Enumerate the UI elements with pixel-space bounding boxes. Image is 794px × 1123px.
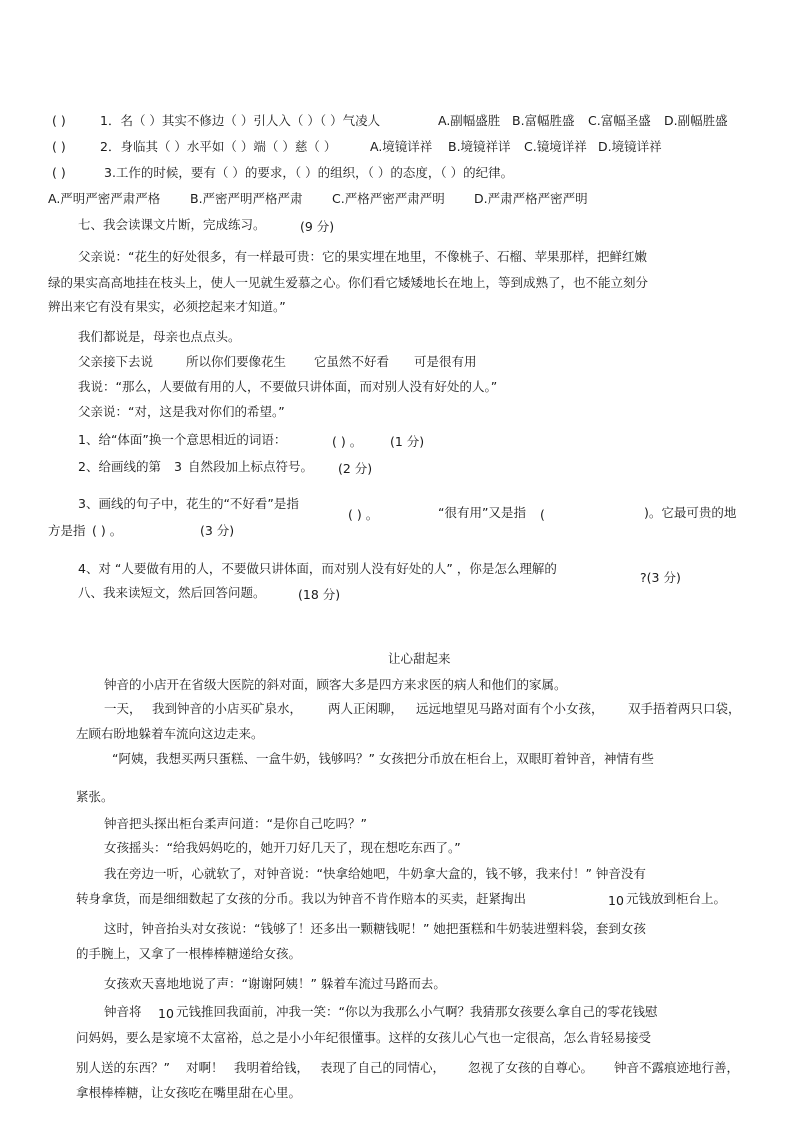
q7-3-line2: 方是指 bbox=[48, 523, 86, 538]
story-p9g: 表现了自己的同情心， bbox=[320, 1060, 446, 1075]
q7-3-blank1: ( ) 。 bbox=[348, 507, 379, 522]
q3-opt-d: D.严肃严格严密严明 bbox=[474, 191, 588, 206]
story-p8: 女孩欢天喜地地说了声：“谢谢阿姨！” 躲着车流过马路而去。 bbox=[104, 976, 446, 991]
q2-text: 2．身临其（ ）水平如（ ）端（ ）慈（ ） bbox=[100, 139, 337, 154]
q2-opt-d: D.境镜详祥 bbox=[598, 139, 662, 154]
dialog-line-2a: 父亲接下去说 bbox=[78, 354, 154, 369]
dialog-line-4: 父亲说：“对，这是我对你们的希望。” bbox=[78, 404, 285, 419]
q3-opt-b: B.严密严明严格严肃 bbox=[190, 191, 303, 206]
passage-line-2: 绿的果实高高地挂在枝头上，使人一见就生爱慕之心。你们看它矮矮地长在地上，等到成熟了，也不能立刻分 bbox=[48, 275, 649, 290]
section-7-title: 七、我会读课文片断，完成练习。 bbox=[78, 217, 266, 232]
story-p3: “阿姨，我想买两只蛋糕、一盒牛奶，钱够吗？” 女孩把分币放在柜台上，双眼盯着钟音，神情有些 bbox=[112, 751, 654, 766]
dialog-line-2c: 它虽然不好看 bbox=[314, 354, 390, 369]
q7-2: 2、给画线的第 bbox=[78, 459, 161, 474]
q1-paren: ( ) bbox=[52, 113, 66, 128]
q7-1-blank: ( ) 。 bbox=[332, 434, 363, 449]
passage-line-1: 父亲说：“花生的好处很多，有一样最可贵：它的果实埋在地里，不像桃子、石榴、苹果那样，把鲜红嫩 bbox=[78, 249, 647, 264]
story-p9e: 对啊！ bbox=[186, 1060, 224, 1075]
story-p6: 我在旁边一听，心就软了，对钟音说：“快拿给她吧，牛奶拿大盒的，钱不够，我来付！” 钟音没有 bbox=[104, 866, 646, 881]
q3-paren: ( ) bbox=[52, 165, 66, 180]
q7-3-end: )。它最可贵的地 bbox=[644, 505, 737, 520]
q3-opt-a: A.严明严密严肃严格 bbox=[48, 191, 161, 206]
section-7-score: (9 分) bbox=[300, 219, 335, 234]
story-p2d: 远远地望见马路对面有个小女孩， bbox=[416, 701, 604, 716]
story-p7b: 的手腕上，又拿了一根棒棒糖递给女孩。 bbox=[76, 946, 302, 961]
q3-text: 3.工作的时候，要有（ ）的要求，（ ）的组织，（ ）的态度，（ ）的纪律。 bbox=[104, 165, 514, 180]
story-p2c: 两人正闲聊， bbox=[328, 701, 404, 716]
q1-opt-d: D.副幅胜盛 bbox=[664, 113, 728, 128]
q7-4: 4、对 “人要做有用的人，不要做只讲体面，而对别人没有好处的人” ，你是怎么理解的 bbox=[78, 561, 557, 576]
story-p9j: 拿根棒棒糖，让女孩吃在嘴里甜在心里。 bbox=[76, 1085, 302, 1100]
story-p2f: 左顾右盼地躲着车流向这边走来。 bbox=[76, 726, 264, 741]
story-p9h: 忽视了女孩的自尊心。 bbox=[468, 1060, 594, 1075]
q7-3-blank3: ( ) 。 bbox=[92, 523, 123, 538]
story-p7: 这时，钟音抬头对女孩说：“钱够了！还多出一颗糖钱呢！” 她把蛋糕和牛奶装进塑料袋，套到女孩 bbox=[104, 921, 646, 936]
q2-opt-a: A.境镜详祥 bbox=[370, 139, 433, 154]
q2-opt-c: C.镜境详祥 bbox=[524, 139, 587, 154]
q7-3: 3、画线的句子中，花生的“不好看”是指 bbox=[78, 496, 299, 511]
story-p2b: 我到钟音的小店买矿泉水， bbox=[152, 701, 303, 716]
story-p2a: 一天， bbox=[104, 701, 142, 716]
story-p1: 钟音的小店开在省级大医院的斜对面，顾客大多是四方来求医的病人和他们的家属。 bbox=[104, 677, 567, 692]
q1-opt-a: A.副幅盛胜 bbox=[438, 113, 501, 128]
story-p4: 钟音把头探出柜台柔声问道：“是你自己吃吗？” bbox=[104, 816, 367, 831]
story-p9-num: 10 bbox=[158, 1006, 174, 1021]
q7-4-score: ?(3 分) bbox=[640, 570, 681, 585]
q1-text: 1．名（ ）其实不修边（ ）引人入（ ）（ ）气凌人 bbox=[100, 113, 381, 128]
q1-opt-c: C.富幅圣盛 bbox=[588, 113, 651, 128]
section-8-score: (18 分) bbox=[298, 587, 341, 602]
q7-1: 1、给“体面”换一个意思相近的词语： bbox=[78, 432, 287, 447]
dialog-line-2d: 可是很有用 bbox=[414, 354, 477, 369]
q3-opt-c: C.严格严密严肃严明 bbox=[332, 191, 445, 206]
story-p6c: 元钱放到柜台上。 bbox=[626, 891, 727, 906]
story-p3b: 紧张。 bbox=[76, 789, 114, 804]
q1-opt-b: B.富幅胜盛 bbox=[512, 113, 575, 128]
passage-line-3: 辨出来它有没有果实，必须挖起来才知道。” bbox=[48, 299, 286, 314]
story-p9f: 我明着给钱， bbox=[234, 1060, 310, 1075]
section-8-title: 八、我来读短文，然后回答问题。 bbox=[78, 585, 266, 600]
story-p9d: 别人送的东西？” bbox=[76, 1060, 170, 1075]
q7-2-score: (2 分) bbox=[338, 461, 373, 476]
story-p6b: 转身拿货，而是细细数起了女孩的分币。我以为钟音不肯作赔本的买卖，赶紧掏出 bbox=[76, 891, 527, 906]
q2-paren: ( ) bbox=[52, 139, 66, 154]
story-p9c: 问妈妈，要么是家境不太富裕，总之是小小年纪很懂事。这样的女孩儿心气也一定很高，怎么肯轻易接受 bbox=[76, 1030, 652, 1045]
story-p5: 女孩摇头：“给我妈妈吃的，她开刀好几天了，现在想吃东西了。” bbox=[104, 840, 461, 855]
q7-2-num: 3 bbox=[174, 459, 182, 474]
story-p6-num: 10 bbox=[608, 893, 624, 908]
dialog-line-1: 我们都说是，母亲也点点头。 bbox=[78, 329, 241, 344]
story-p9b: 元钱推回我面前，冲我一笑：“你以为我那么小气啊？我猜那女孩要么拿自己的零花钱慰 bbox=[176, 1004, 658, 1019]
q2-opt-b: B.境镜祥详 bbox=[448, 139, 511, 154]
q7-3-blank2: ( bbox=[540, 507, 545, 522]
q7-3-score: (3 分) bbox=[200, 523, 235, 538]
dialog-line-3: 我说：“那么，人要做有用的人，不要做只讲体面，而对别人没有好处的人。” bbox=[78, 379, 498, 394]
story-title: 让心甜起来 bbox=[388, 651, 451, 666]
story-p9i: 钟音不露痕迹地行善， bbox=[614, 1060, 740, 1075]
q7-2-rest: 自然段加上标点符号。 bbox=[188, 459, 314, 474]
q7-3-mid: “很有用”又是指 bbox=[438, 505, 526, 520]
story-p2e: 双手捂着两只口袋， bbox=[628, 701, 741, 716]
q7-1-score: (1 分) bbox=[390, 434, 425, 449]
dialog-line-2b: 所以你们要像花生 bbox=[186, 354, 287, 369]
story-p9a: 钟音将 bbox=[104, 1004, 142, 1019]
